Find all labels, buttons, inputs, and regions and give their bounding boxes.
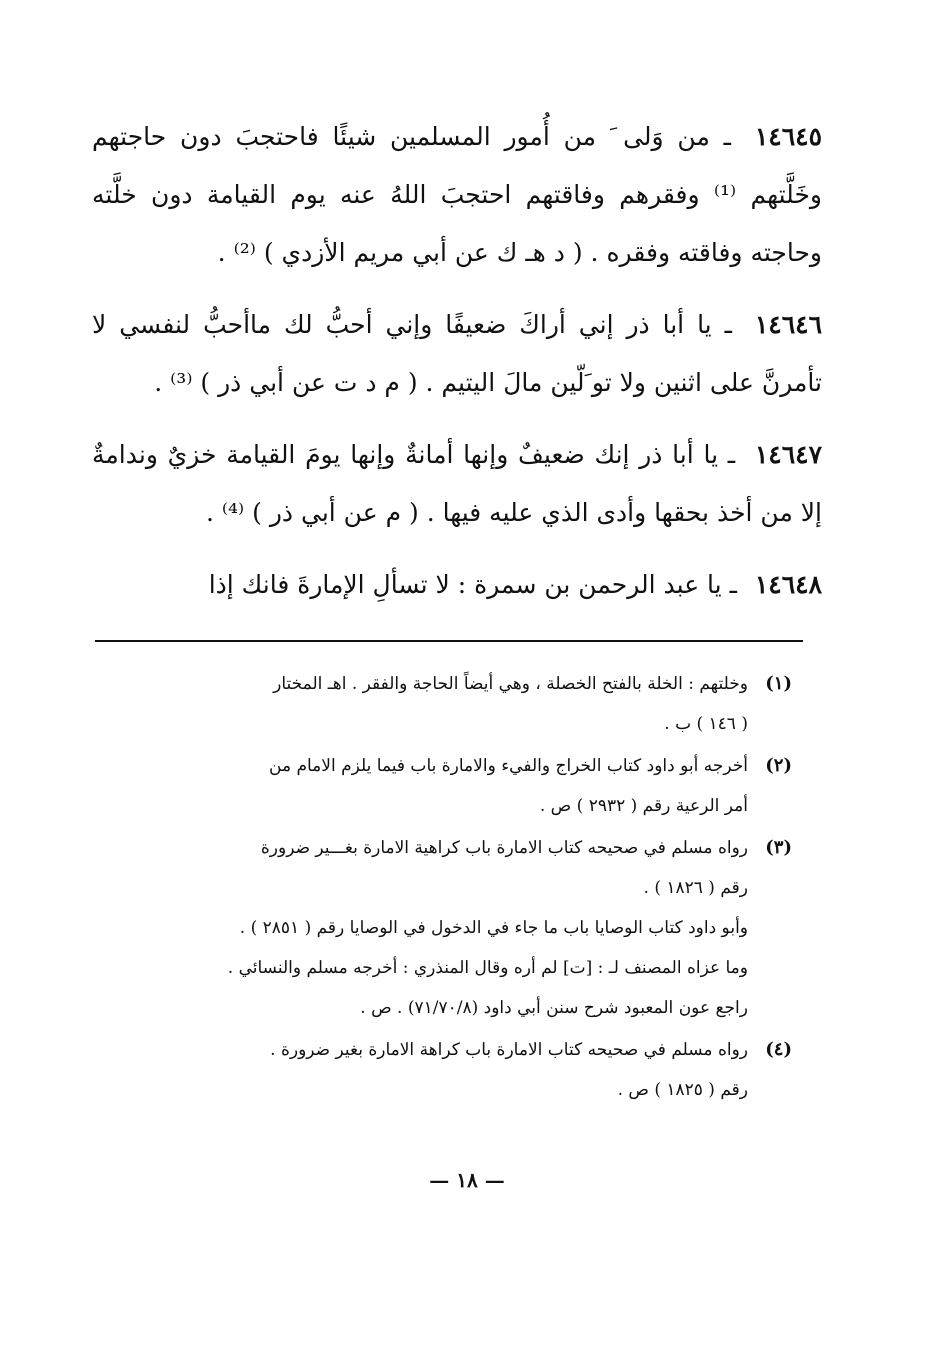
hadith-text: ـ يا أبا ذر إني أراكَ ضعيفًا وإني أحبُّ لك ماأحبُّ لنفسي لا تأمرنَّ على اثنين ولا تو َلّين مالَ اليتيم . ( م د ت عن أبي ذر ) ⁽³⁾ . [92, 310, 822, 397]
hadith-14645 [92, 108, 822, 282]
footnote-line: وأبو داود كتاب الوصايا باب ما جاء في الدخول في الوصايا رقم ( ٢٨٥١ ) . [239, 918, 748, 938]
footnote-3 [92, 828, 792, 1028]
footnote-line: رقم ( ١٨٢٥ ) ص . [617, 1080, 748, 1100]
footnotes [92, 664, 792, 1112]
hadith-14647 [92, 426, 822, 542]
page-number: — ١٨ — [429, 1168, 505, 1192]
hadith-number: ١٤٦٤٦ [754, 310, 822, 339]
footnote-marker: (٢) [765, 755, 792, 776]
hadith-14648 [92, 556, 822, 614]
footnote-marker: (٣) [765, 837, 792, 858]
footnote-line: رواه مسلم في صحيحه كتاب الامارة باب كراهية الامارة بغـــير ضرورة [260, 838, 748, 858]
footnote-marker: (١) [765, 673, 792, 694]
footnote-2 [92, 746, 792, 826]
hadith-14646 [92, 296, 822, 412]
footnote-line: وخلتهم : الخلة بالفتح الخصلة ، وهي أيضاً الحاجة والفقر . اهـ المختار [273, 674, 748, 694]
footnote-line: رواه مسلم في صحيحه كتاب الامارة باب كراهة الامارة بغير ضرورة . [270, 1040, 748, 1060]
footnote-line: وما عزاه المصنف لـ : [ت] لم أره وقال المنذري : أخرجه مسلم والنسائي . [227, 958, 748, 978]
footnote-line: رقم ( ١٨٢٦ ) . [643, 878, 748, 898]
footnote-4 [92, 1030, 792, 1110]
hadith-text: ـ يا أبا ذر إنك ضعيفٌ وإنها أمانةٌ وإنها يومَ القيامة خزيٌ وندامةٌ إلا من أخذ بحقها وأدى الذي عليه فيها . ( م عن أبي ذر ) ⁽⁴⁾ . [92, 440, 822, 527]
footnote-line: راجع عون المعبود شرح سنن أبي داود (٧١/٧٠/٨) . ص . [360, 998, 748, 1018]
hadith-list [92, 108, 822, 628]
hadith-number: ١٤٦٤٨ [754, 570, 822, 599]
hadith-text: ـ من وَلى َ من أُمور المسلمين شيئًا فاحتجبَ دون حاجتهم وخَلَّتهم ⁽¹⁾ وفقرهم وفاقتهم احتجبَ اللهُ عنه يوم القيامة دون خلَّته وحاجته وفاقته وفقره . ( د هـ ك عن أبي مريم الأزدي ) ⁽²⁾ . [92, 122, 822, 267]
footnote-marker: (٤) [765, 1039, 792, 1060]
footnote-line: أخرجه أبو داود كتاب الخراج والفيء والامارة باب فيما يلزم الامام من [269, 756, 748, 776]
hadith-number: ١٤٦٤٧ [754, 440, 823, 469]
hadith-number: ١٤٦٤٥ [754, 122, 822, 151]
footnote-1 [92, 664, 792, 744]
hadith-text: ـ يا عبد الرحمن بن سمرة : لا تسألِ الإمارةَ فانك إذا [208, 570, 737, 599]
footnote-line: أمر الرعية رقم ( ٢٩٣٢ ) ص . [539, 796, 748, 816]
footnote-divider [95, 640, 803, 642]
footnote-line: ( ١٤٦ ) ب . [664, 714, 748, 734]
